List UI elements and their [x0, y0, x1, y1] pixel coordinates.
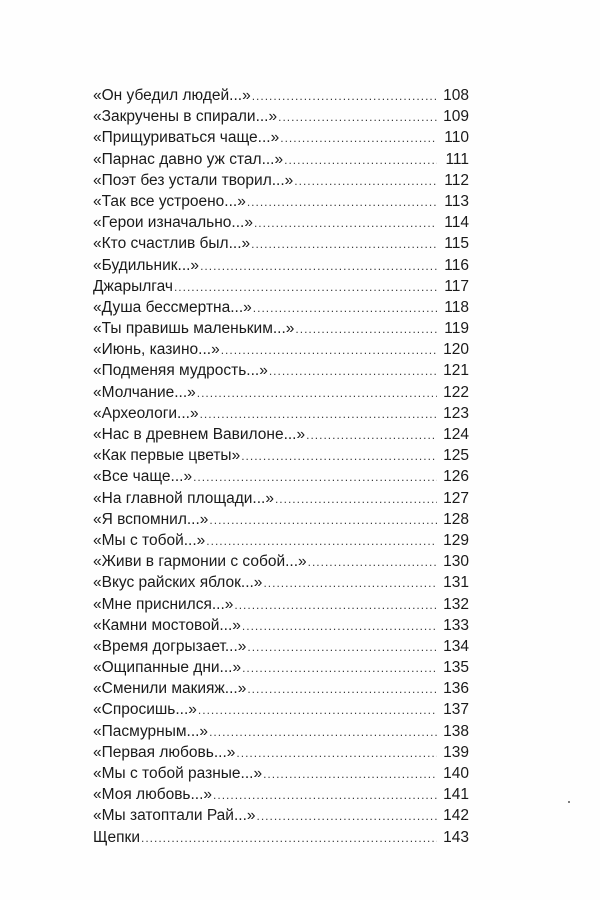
toc-entry-page-number: 124 — [443, 426, 469, 443]
toc-entry-page-number: 131 — [443, 574, 469, 592]
toc-entry-title: «Первая любовь...» — [93, 743, 236, 761]
dot-leader — [252, 86, 437, 107]
toc-entry-page-number: 133 — [443, 616, 469, 634]
dot-leader — [247, 637, 437, 658]
toc-entry-title: «Мы с тобой разные...» — [93, 765, 263, 782]
toc-entry-page-number: 125 — [443, 447, 469, 465]
toc-entry — [93, 233, 469, 254]
toc-entry-title: «Пасмурным...» — [93, 722, 209, 740]
toc-entry — [93, 212, 469, 233]
toc-entry — [93, 488, 469, 509]
toc-entry-page-number: 112 — [444, 171, 469, 189]
toc-entry-title: «Все чаще...» — [93, 468, 193, 486]
dot-leader — [209, 722, 437, 743]
dot-leader — [284, 150, 437, 171]
dot-leader — [242, 616, 437, 637]
dot-leader — [253, 298, 437, 319]
dot-leader — [247, 679, 437, 700]
toc-entry-title: «Нас в древнем Вавилоне...» — [93, 426, 306, 443]
toc-entry — [93, 318, 469, 339]
toc-entry-page-number: 121 — [443, 362, 469, 380]
toc-entry-page-number: 122 — [443, 383, 469, 401]
toc-entry — [93, 403, 469, 424]
toc-entry-title: «Спросишь...» — [93, 701, 197, 719]
dot-leader — [308, 552, 437, 573]
toc-entry-title: «Ощипанные дни...» — [93, 659, 242, 677]
toc-entry-page-number: 128 — [443, 510, 469, 528]
toc-entry — [93, 149, 469, 170]
toc-entry-title: Джарылгач — [93, 277, 173, 295]
toc-entry — [93, 360, 469, 381]
toc-entry — [93, 424, 469, 445]
toc-entry — [93, 530, 469, 551]
toc-entry — [93, 276, 469, 297]
toc-entry — [93, 445, 469, 466]
toc-entry — [93, 127, 469, 148]
toc-entry-title: «Поэт без устали творил...» — [93, 171, 294, 189]
toc-entry — [93, 466, 469, 487]
toc-entry-page-number: 109 — [443, 108, 469, 126]
toc-entry-title: «Сменили макияж...» — [93, 680, 247, 698]
dot-leader — [209, 510, 437, 531]
toc-entry-title: «Так все устроено...» — [93, 192, 246, 210]
toc-entry — [93, 191, 469, 212]
toc-entry-page-number: 119 — [444, 320, 469, 338]
dot-leader — [174, 277, 437, 298]
toc-entry-title: «Душа бессмертна...» — [93, 298, 252, 316]
toc-entry-page-number: 130 — [443, 553, 469, 571]
toc-entry — [93, 572, 469, 593]
toc-entry — [93, 339, 469, 360]
dot-leader — [275, 489, 437, 510]
toc-entry — [93, 742, 469, 763]
toc-entry-title: «Мы с тобой...» — [93, 531, 206, 549]
toc-entry-page-number: 139 — [443, 743, 469, 761]
toc-entry-page-number: 136 — [443, 680, 469, 698]
toc-entry — [93, 657, 469, 678]
toc-entry-title: «Живи в гармонии с собой...» — [93, 553, 307, 571]
toc-entry-page-number: 114 — [444, 214, 469, 232]
toc-entry-page-number: 123 — [443, 404, 469, 422]
toc-entry-title: «Подменяя мудрость...» — [93, 362, 268, 380]
toc-entry — [93, 509, 469, 530]
dot-leader — [141, 828, 437, 849]
toc-entry-page-number: 118 — [444, 298, 469, 316]
toc-entry — [93, 170, 469, 191]
toc-entry-title: «Камни мостовой...» — [93, 616, 241, 634]
toc-entry-title: «Вкус райских яблок...» — [93, 574, 263, 592]
toc-entry-page-number: 129 — [443, 531, 469, 549]
toc-entry — [93, 805, 469, 826]
toc-entry-title: «Закручены в спирали...» — [93, 108, 278, 126]
toc-entry-title: Щепки — [93, 828, 140, 846]
toc-entry-title: «Он убедил людей...» — [93, 87, 251, 104]
dot-leader — [242, 658, 437, 679]
dot-leader — [198, 700, 437, 721]
toc-entry — [93, 827, 469, 848]
toc-entry-title: «Ты правишь маленьким...» — [93, 320, 295, 338]
toc-entry-page-number: 108 — [443, 87, 469, 104]
toc-entry — [93, 382, 469, 403]
toc-entry — [93, 615, 469, 636]
dot-leader — [251, 234, 437, 255]
toc-entry-page-number: 110 — [444, 129, 469, 147]
toc-entry — [93, 297, 469, 318]
toc-entry-title: «Мне приснился...» — [93, 595, 234, 613]
toc-entry-title: «Мы затоптали Рай...» — [93, 807, 256, 825]
toc-entry-page-number: 117 — [444, 277, 469, 295]
toc-entry — [93, 636, 469, 657]
table-of-contents — [93, 85, 469, 848]
toc-entry — [93, 551, 469, 572]
toc-entry-title: «Я вспомнил...» — [93, 510, 209, 528]
dot-leader — [197, 383, 437, 404]
dot-leader — [257, 806, 437, 827]
toc-entry — [93, 763, 469, 784]
toc-entry-title: «Июнь, казино...» — [93, 341, 220, 359]
toc-entry — [93, 85, 469, 106]
toc-entry — [93, 699, 469, 720]
toc-entry-page-number: 126 — [443, 468, 469, 486]
toc-entry-title: «Прищуриваться чаще...» — [93, 129, 280, 147]
toc-entry — [93, 721, 469, 742]
toc-entry-title: «Герои изначально...» — [93, 214, 253, 232]
toc-entry — [93, 106, 469, 127]
toc-entry-title: «Кто счастлив был...» — [93, 235, 251, 253]
toc-entry-title: «На главной площади...» — [93, 489, 274, 507]
toc-entry-page-number: 115 — [444, 235, 469, 253]
toc-entry-page-number: 111 — [445, 150, 469, 168]
dot-leader — [269, 361, 437, 382]
toc-entry-title: «Будильник...» — [93, 256, 200, 274]
toc-entry-page-number: 142 — [443, 807, 469, 825]
dot-leader — [263, 764, 437, 785]
dot-leader — [213, 785, 437, 806]
dot-leader — [254, 213, 437, 234]
toc-entry-page-number: 143 — [443, 828, 469, 846]
dot-leader — [200, 404, 437, 425]
toc-entry-page-number: 127 — [443, 489, 469, 507]
toc-entry — [93, 255, 469, 276]
toc-entry-page-number: 135 — [443, 659, 469, 677]
toc-entry — [93, 678, 469, 699]
toc-entry — [93, 784, 469, 805]
dot-leader — [193, 467, 437, 488]
toc-entry-title: «Моя любовь...» — [93, 786, 213, 804]
toc-entry-page-number: 120 — [443, 341, 469, 359]
dot-leader — [295, 319, 437, 340]
toc-entry-page-number: 141 — [443, 786, 469, 804]
toc-entry-page-number: 138 — [443, 722, 469, 740]
toc-entry-page-number: 132 — [443, 595, 469, 613]
dot-leader — [200, 256, 437, 277]
dot-leader — [263, 573, 437, 594]
dot-leader — [280, 128, 437, 149]
toc-entry-page-number: 116 — [444, 256, 469, 274]
dot-leader — [241, 446, 437, 467]
dot-leader — [294, 171, 437, 192]
dot-leader — [234, 595, 437, 616]
toc-entry-page-number: 137 — [443, 701, 469, 719]
toc-entry-page-number: 134 — [443, 637, 469, 655]
print-speck — [568, 801, 570, 803]
toc-entry-page-number: 113 — [444, 192, 469, 210]
dot-leader — [236, 743, 437, 764]
dot-leader — [206, 531, 437, 552]
dot-leader — [247, 192, 437, 213]
dot-leader — [306, 425, 437, 446]
toc-entry-title: «Как первые цветы» — [93, 447, 241, 465]
toc-entry-title: «Время догрызает...» — [93, 637, 247, 655]
toc-entry-title: «Археологи...» — [93, 404, 199, 422]
dot-leader — [221, 340, 437, 361]
toc-entry-title: «Парнас давно уж стал...» — [93, 150, 284, 168]
dot-leader — [278, 107, 437, 128]
toc-entry-page-number: 140 — [443, 765, 469, 782]
toc-entry-title: «Молчание...» — [93, 383, 196, 401]
toc-entry — [93, 594, 469, 615]
